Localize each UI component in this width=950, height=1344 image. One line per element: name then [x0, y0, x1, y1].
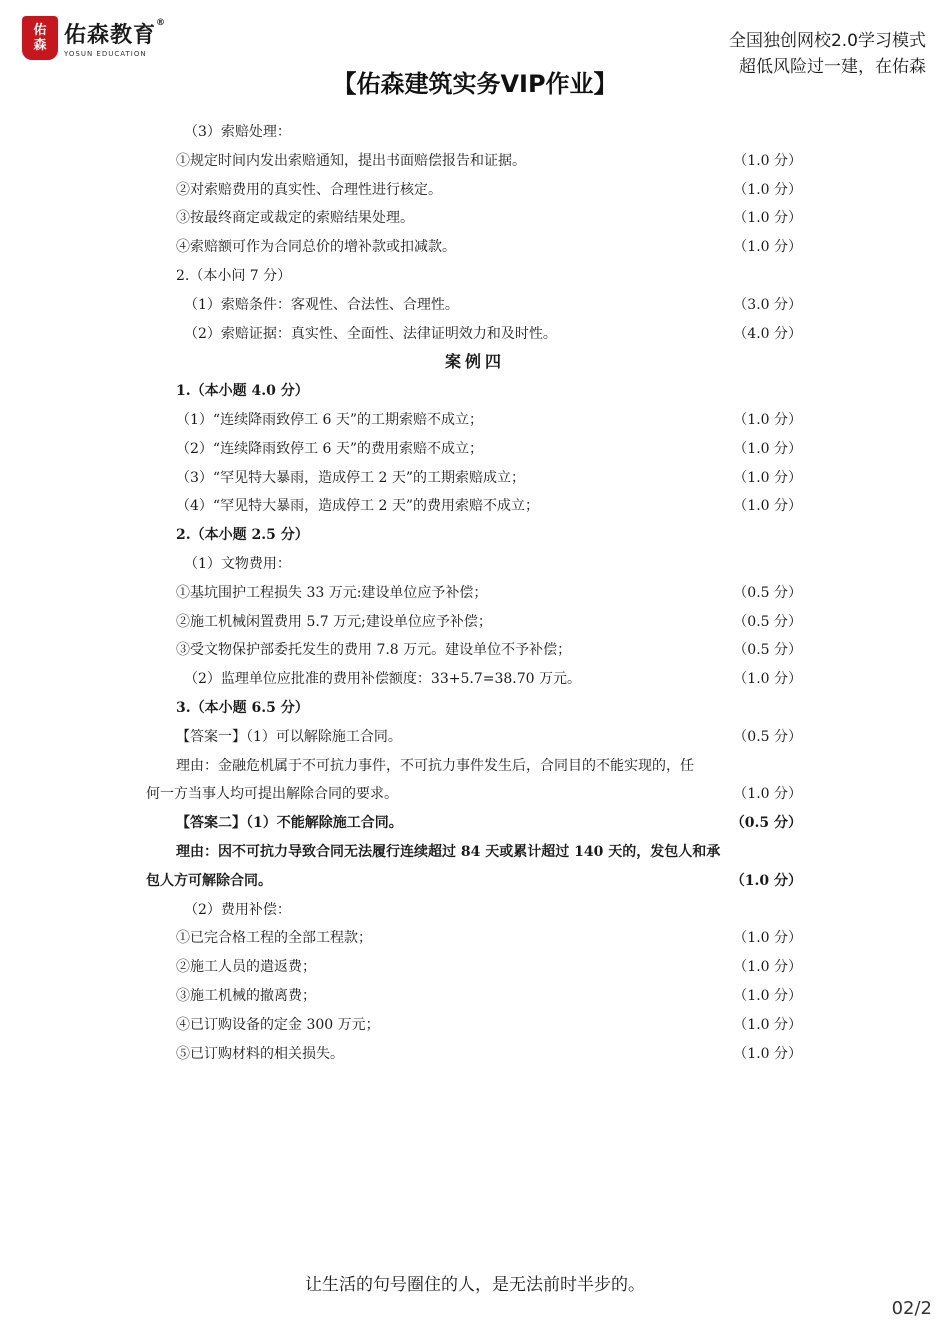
text-line: 何一方当事人均可提出解除合同的要求。 （1.0 分）: [0, 780, 950, 809]
score: （1.0 分）: [733, 498, 802, 515]
text-line: （2）费用补偿：: [184, 901, 291, 918]
score: （1.0 分）: [733, 469, 802, 486]
text-line: （4）“罕见特大暴雨，造成停工 2 天”的费用索赔不成立； （1.0 分）: [0, 492, 950, 521]
score: （1.0 分）: [733, 411, 802, 428]
text-line: 包人方可解除合同。 （1.0 分）: [0, 867, 950, 896]
text-line: ①基坑围护工程损失 33 万元:建设单位应予补偿； （0.5 分）: [0, 579, 950, 608]
score: （1.0 分）: [733, 959, 802, 976]
text-line: ②对索赔费用的真实性、合理性进行核定。 （1.0 分）: [0, 176, 950, 205]
document-body: [0, 118, 950, 1068]
score: （1.0 分）: [733, 1016, 802, 1033]
text-line: ①规定时间内发出索赔通知，提出书面赔偿报告和证据。 （1.0 分）: [0, 147, 950, 176]
logo-seal-char-1: 佑: [33, 23, 47, 38]
text-line: 理由：因不可抗力导致合同无法履行连续超过 84 天或累计超过 140 天的，发包人和承: [176, 843, 721, 860]
score: （1.0 分）: [733, 152, 802, 169]
brand-name: 佑森教育: [64, 23, 157, 48]
score: （1.0 分）: [733, 181, 802, 198]
text-line: （2）索赔证据：真实性、全面性、法律证明效力和及时性。 （4.0 分）: [0, 320, 950, 349]
question-heading: 1.（本小题 4.0 分）: [176, 383, 309, 400]
page-title: 【佑森建筑实务VIP作业】: [332, 70, 618, 98]
text-line: （1）“连续降雨致停工 6 天”的工期索赔不成立； （1.0 分）: [0, 406, 950, 435]
score: （1.0 分）: [733, 440, 802, 457]
text-line: （3）索赔处理：: [184, 124, 291, 140]
text-line: （3）“罕见特大暴雨，造成停工 2 天”的工期索赔成立； （1.0 分）: [0, 464, 950, 493]
text-line: （2）“连续降雨致停工 6 天”的费用索赔不成立； （1.0 分）: [0, 435, 950, 464]
slogan-line-2: 超低风险过一建，在佑森: [739, 57, 926, 77]
brand-text: [64, 18, 166, 58]
text-line: ④已订购设备的定金 300 万元； （1.0 分）: [0, 1011, 950, 1040]
text-line: ③受文物保护部委托发生的费用 7.8 万元。建设单位不予补偿； （0.5 分）: [0, 636, 950, 665]
text-line: ②施工机械闲置费用 5.7 万元;建设单位应予补偿； （0.5 分）: [0, 608, 950, 637]
score: （1.0 分）: [733, 671, 802, 688]
score: （1.0 分）: [733, 239, 802, 256]
text-line: （1）索赔条件：客观性、合法性、合理性。 （3.0 分）: [0, 291, 950, 320]
score: （1.0 分）: [733, 210, 802, 227]
page-number: 02/2: [891, 1298, 932, 1319]
score: （3.0 分）: [733, 296, 802, 313]
text-line: 【答案一】（1）可以解除施工合同。 （0.5 分）: [0, 723, 950, 752]
score: （1.0 分）: [733, 987, 802, 1004]
section-heading: 案例四: [444, 352, 505, 372]
score: （1.0 分）: [733, 786, 802, 803]
footer-quote: 让生活的句号圈住的人，是无法前时半步的。: [305, 1275, 645, 1295]
logo-seal-icon: [22, 16, 58, 60]
text-line: 【答案二】（1）不能解除施工合同。 （0.5 分）: [0, 809, 950, 838]
text-line: （2）监理单位应批准的费用补偿额度：33+5.7=38.70 万元。 （1.0 分）: [0, 665, 950, 694]
text-line: ②施工人员的遣返费； （1.0 分）: [0, 953, 950, 982]
text-line: ④索赔额可作为合同总价的增补款或扣减款。 （1.0 分）: [0, 233, 950, 262]
brand-reg-mark: ®: [156, 18, 167, 28]
text-line: 理由：金融危机属于不可抗力事件，不可抗力事件发生后，合同目的不能实现的，任: [176, 757, 694, 774]
score: （0.5 分）: [733, 728, 802, 745]
slogan-line-1: 全国独创网校2.0学习模式: [728, 31, 926, 51]
text-line: ③施工机械的撤离费； （1.0 分）: [0, 982, 950, 1011]
score: （4.0 分）: [733, 325, 802, 342]
score: （1.0 分）: [730, 872, 802, 889]
score: （0.5 分）: [733, 642, 802, 659]
score: （0.5 分）: [730, 815, 802, 832]
text-line: （1）文物费用：: [184, 555, 291, 572]
question-heading: 2.（本小题 2.5 分）: [176, 527, 309, 544]
logo-seal-char-2: 森: [33, 38, 47, 53]
brand-logo: [22, 16, 166, 60]
score: （0.5 分）: [733, 584, 802, 601]
score: （1.0 分）: [733, 930, 802, 947]
score: （0.5 分）: [733, 613, 802, 630]
brand-english-name: YOSUN EDUCATION: [64, 50, 147, 58]
text-line: ①已完合格工程的全部工程款； （1.0 分）: [0, 924, 950, 953]
question-heading: 3.（本小题 6.5 分）: [176, 699, 309, 716]
text-line: ⑤已订购材料的相关损失。 （1.0 分）: [0, 1040, 950, 1069]
text-line: 2.（本小问 7 分）: [176, 267, 292, 284]
score: （1.0 分）: [733, 1045, 802, 1062]
text-line: ③按最终商定或裁定的索赔结果处理。 （1.0 分）: [0, 204, 950, 233]
